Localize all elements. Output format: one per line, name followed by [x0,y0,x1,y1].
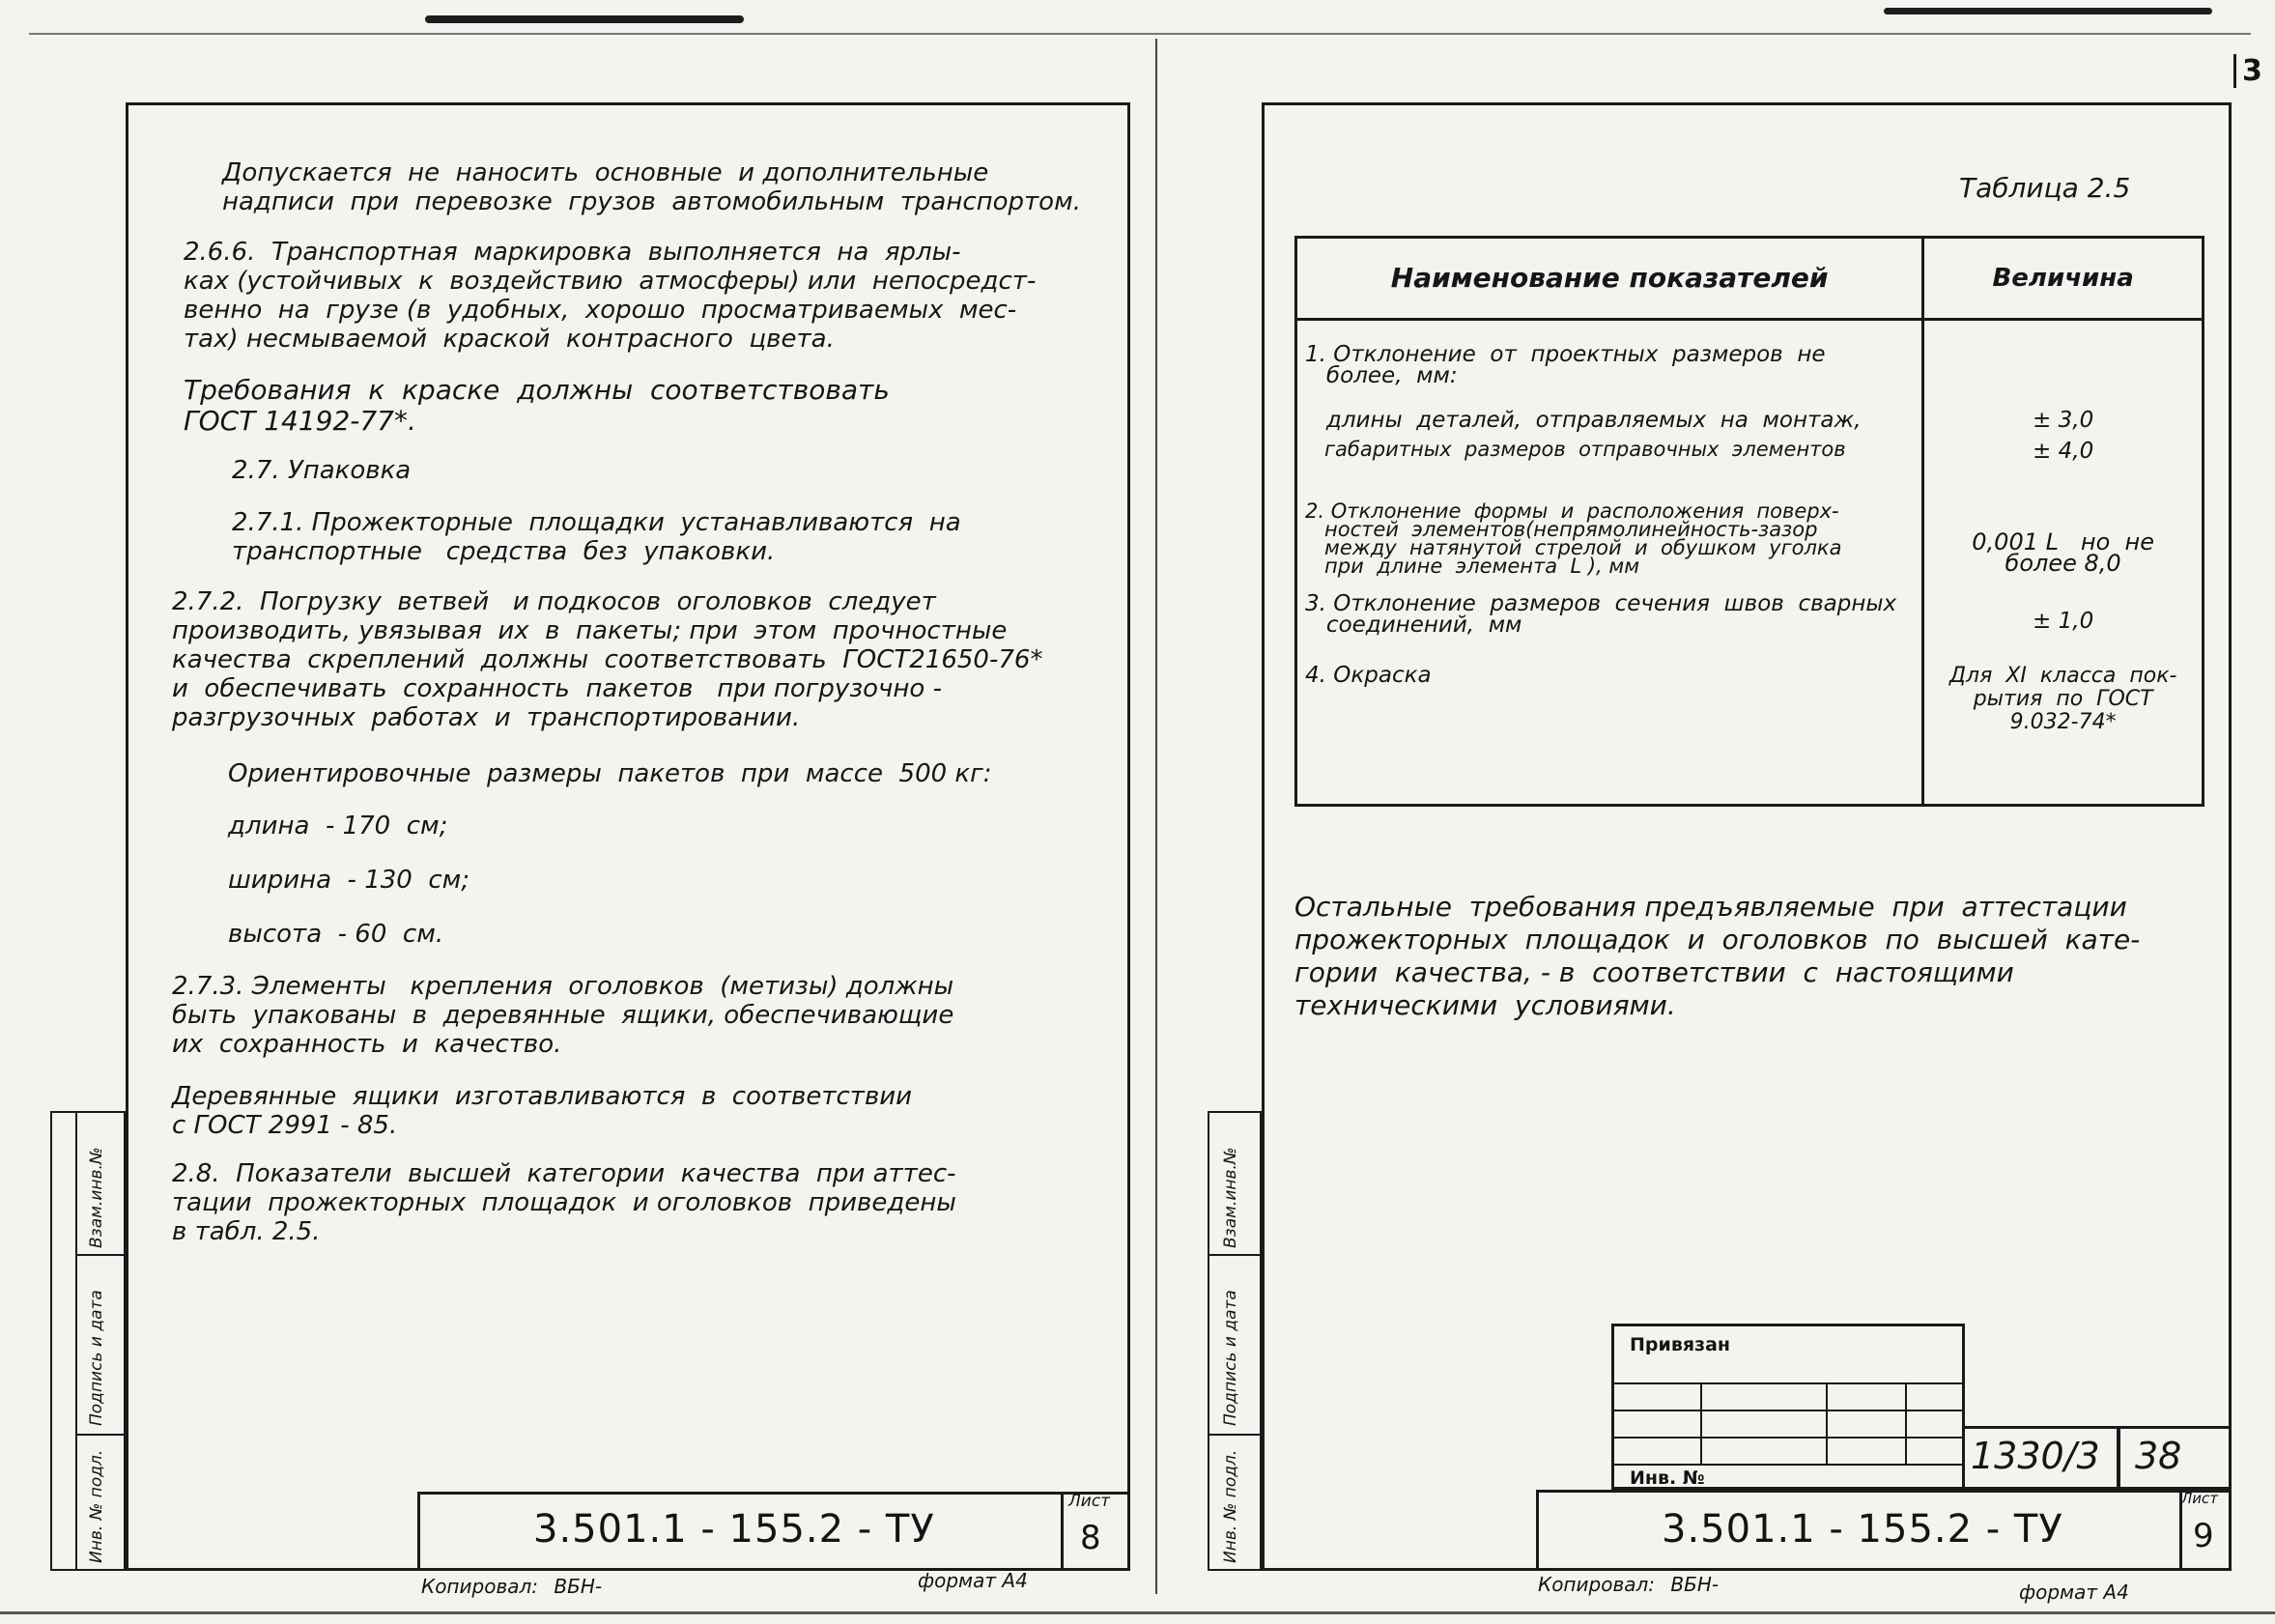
left-copied-label [421,1575,602,1598]
paragraph-package-sizes: Ориентировочные размеры пакетов при массе 500 кг: [228,759,992,788]
header-indicator-name [1296,238,1923,320]
row-2-name: 2. Отклонение формы и расположения поверх- ностей элементов(непрямолинейность-зазор между натянутой стрелой и обушком уголка при длине элемента L ), мм [1305,499,1842,578]
row-1a-value: ± 3,0 [2033,408,2094,433]
right-sheet-number: 9 [2193,1517,2214,1555]
row-1b-name: габаритных размеров отправочных элементов [1305,438,1846,461]
row-2-value: 0,001 L но не более 8,0 [1972,528,2154,577]
closing-paragraph: Остальные требования предъявляемые при аттестации прожекторных площадок и оголовков по высшей кате- гории качества, - в соответствии с настоящими техническими условиями. [1294,891,2141,1021]
paragraph-2-8: 2.8. Показатели высшей категории качества при аттес- тации прожекторных площадок и оголовков приведены в табл. 2.5. [172,1159,956,1246]
body-names-cell [1296,320,1923,806]
paragraph-2-7-3: 2.7.3. Элементы крепления оголовков (метизы) должны быть упакованы в деревянные ящики, обеспечивающие их сохранность и качество. [172,972,954,1059]
right-side-label-replace: Взам.инв.№ [1221,1147,1240,1248]
binding-stamp [1611,1324,1965,1490]
inv-number-label: Инв. № [1630,1467,1705,1489]
package-length: длина - 170 см; [228,812,448,840]
left-sheet-label: Лист [1068,1492,1111,1511]
table-2-5 [1294,236,2204,807]
right-side-label-signature: Подпись и дата [1221,1290,1240,1426]
stamp-number: 38 [2135,1435,2182,1477]
paragraph-2-7-1: 2.7.1. Прожекторные площадки устанавливаются на транспортные средства без упаковки. [232,508,961,566]
left-format: формат А4 [918,1569,1028,1592]
header-value [1923,238,2204,320]
left-sheet-number: 8 [1080,1519,1101,1557]
header-value-text: Величина [1992,264,2134,293]
paragraph-2-7-2: 2.7.2. Погрузку ветвей и подкосов оголовков следует производить, увязывая их в пакеты; при этом прочностные качества скреплений должны соответствовать ГОСТ21650-76* и обеспечивать сохранность пакетов при погрузочно - разгрузочных работах и транспортировании. [172,587,1043,732]
left-side-label-signature: Подпись и дата [87,1290,106,1426]
scan-edge-top [29,33,2251,35]
scan-mark-top-left [425,15,744,23]
section-heading-2-7: 2.7. Упаковка [232,456,412,485]
left-copied-caption: Копировал: [421,1575,539,1598]
body-values-cell [1923,320,2204,806]
left-side-label-replace: Взам.инв.№ [87,1147,106,1248]
paragraph-wooden-boxes: Деревянные ящики изготавливаются в соответствии с ГОСТ 2991 - 85. [172,1082,913,1140]
package-width: ширина - 130 см; [228,866,470,895]
right-format: формат А4 [2019,1581,2129,1604]
scan-mark-top-right [1884,8,2212,14]
right-copied-caption: Копировал: [1538,1573,1656,1596]
row-3-name: 3. Отклонение размеров сечения швов сварных соединений, мм [1305,591,1897,638]
right-side-label-inventory: Инв. № подл. [1221,1449,1240,1563]
right-side-strip [1208,1111,1262,1571]
right-copied-label [1538,1573,1719,1596]
row-1a-name: длины деталей, отправляемых на монтаж, [1305,408,1862,433]
table-caption: Таблица 2.5 [1959,172,2131,204]
package-height: высота - 60 см. [228,920,444,949]
paragraph-marking-note: Допускается не наносить основные и дополнительные надписи при перевозке грузов автомобильным транспортом. [222,158,1081,216]
row-1-name: 1. Отклонение от проектных размеров не более, мм: [1305,342,1826,388]
binding-stamp-grid [1611,1382,1965,1466]
left-side-strip [75,1111,126,1571]
right-doc-code: 3.501.1 - 155.2 - ТУ [1662,1507,2063,1552]
row-3-value: ± 1,0 [2033,609,2094,634]
page-fold [1155,39,1157,1594]
header-indicator-name-text: Наименование показателей [1390,262,1829,294]
left-copied-name: ВБН- [554,1575,603,1598]
table-header-row [1296,238,2204,320]
paragraph-2-6-6: 2.6.6. Транспортная маркировка выполняется на ярлы- ках (устойчивых к воздействию атмосферы) или непосредст- венно на грузе (в удобных, хорошо просматриваемых мес- тах) несмываемой краской контрасного цвета. [184,238,1037,354]
row-4-name: 4. Окраска [1305,663,1432,688]
row-4-value: Для XI класса пок- рытия по ГОСТ 9.032-74* [1948,664,2177,734]
left-side-label-inventory: Инв. № подл. [87,1449,106,1563]
binding-stamp-title: Привязан [1630,1334,1731,1355]
table-body-row [1296,320,2204,806]
scan-edge-bottom [0,1611,2275,1614]
paragraph-paint-requirements: Требования к краске должны соответствовать ГОСТ 14192-77*. [184,374,890,437]
right-sheet-label: Лист [2181,1490,2219,1507]
left-side-strip-outer [50,1111,77,1571]
corner-page-number: 3 [2233,54,2262,88]
right-copied-name: ВБН- [1670,1573,1720,1596]
stamp-code: 1330/3 [1971,1435,2100,1477]
row-1b-value: ± 4,0 [2033,439,2094,464]
left-doc-code: 3.501.1 - 155.2 - ТУ [533,1507,935,1552]
